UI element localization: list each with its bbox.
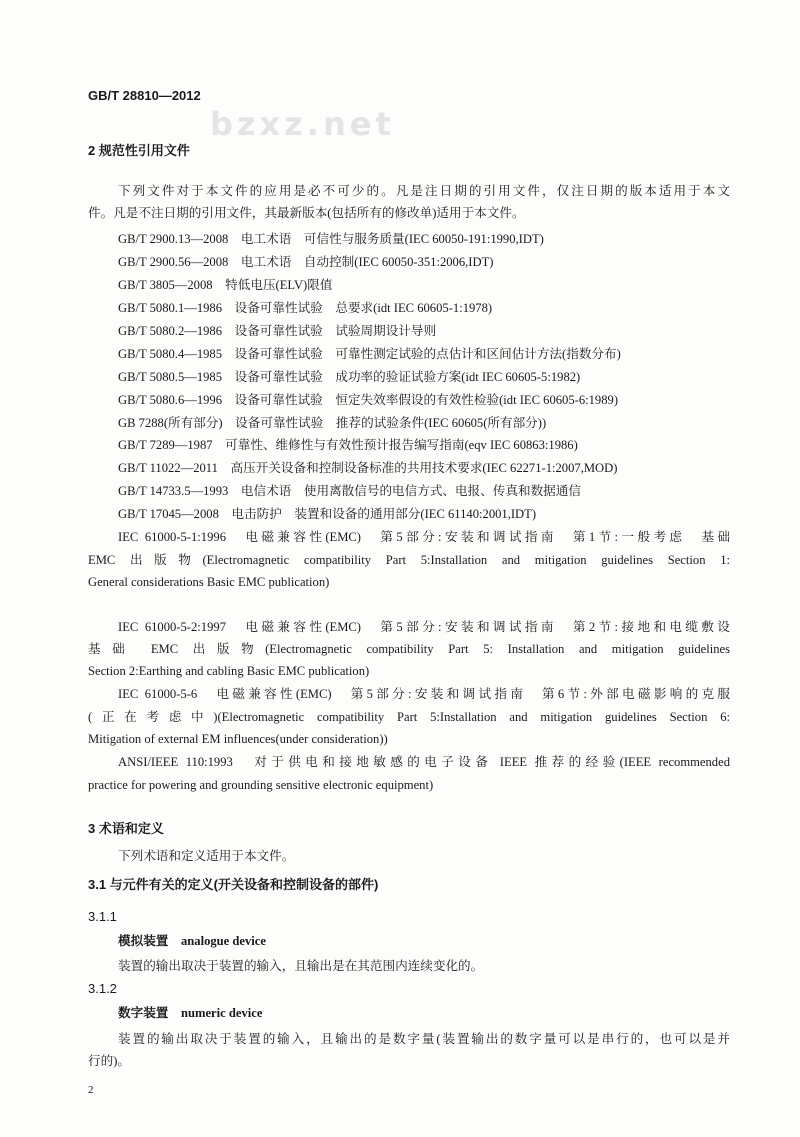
- term-number: 3.1.1: [88, 909, 117, 924]
- reference-item-line: IEC 61000-5-2:1997 电磁兼容性(EMC) 第5部分:安装和调试指南 第2节:接地和电缆敷设: [118, 620, 730, 634]
- reference-item-line: Section 2:Earthing and cabling Basic EMC publication): [88, 664, 370, 678]
- reference-item-line: ANSI/IEEE 110:1993 对于供电和接地敏感的电子设备 IEEE 推荐的经验(IEEE recommended: [118, 755, 730, 769]
- reference-item: GB/T 5080.6—1996 设备可靠性试验 恒定失效率假设的有效性检验(idt IEC 60605-6:1989): [118, 393, 619, 407]
- term-definition: 装置的输出取决于装置的输入，且输出是在其范围内连续变化的。: [118, 959, 484, 973]
- watermark: bzxz.net: [210, 105, 395, 143]
- reference-item: GB/T 5080.5—1985 设备可靠性试验 成功率的验证试验方案(idt IEC 60605-5:1982): [118, 370, 581, 384]
- reference-item: GB/T 5080.2—1986 设备可靠性试验 试验周期设计导则: [118, 324, 437, 338]
- reference-item-line: EMC 出版物(Electromagnetic compatibility Part 5:Installation and mitigation guidelines Section 1:: [88, 553, 730, 567]
- reference-item: GB/T 2900.13—2008 电工术语 可信性与服务质量(IEC 60050-191:1990,IDT): [118, 232, 544, 246]
- term-definition: 装置的输出取决于装置的输入，且输出的是数字量(装置输出的数字量可以是串行的，也可以是并: [118, 1032, 730, 1046]
- section-3-heading: 3 术语和定义: [88, 821, 164, 836]
- reference-item-line: (正在考虑中)(Electromagnetic compatibility Part 5:Installation and mitigation guidelines Section 6:: [88, 710, 730, 724]
- reference-item: GB/T 17045—2008 电击防护 装置和设备的通用部分(IEC 61140:2001,IDT): [118, 507, 537, 521]
- page-number: 2: [88, 1084, 94, 1096]
- reference-item: GB/T 5080.4—1985 设备可靠性试验 可靠性测定试验的点估计和区间估计方法(指数分布): [118, 347, 621, 361]
- subsection-3-1-heading: 3.1 与元件有关的定义(开关设备和控制设备的部件): [88, 877, 379, 892]
- reference-item: GB/T 2900.56—2008 电工术语 自动控制(IEC 60050-351:2006,IDT): [118, 255, 494, 269]
- term-number: 3.1.2: [88, 981, 117, 996]
- reference-item: GB/T 11022—2011 高压开关设备和控制设备标准的共用技术要求(IEC 62271-1:2007,MOD): [118, 461, 618, 475]
- document-header: GB/T 28810—2012: [88, 88, 201, 103]
- section-2-intro-line: 件。凡是不注日期的引用文件，其最新版本(包括所有的修改单)适用于本文件。: [88, 206, 525, 220]
- section-2-intro-line: 下列文件对于本文件的应用是必不可少的。凡是注日期的引用文件，仅注日期的版本适用于本文: [118, 184, 730, 198]
- section-2-heading: 2 规范性引用文件: [88, 143, 190, 158]
- reference-item-line: IEC 61000-5-6 电磁兼容性(EMC) 第5部分:安装和调试指南 第6节:外部电磁影响的克服: [118, 687, 730, 701]
- reference-item-line: IEC 61000-5-1:1996 电磁兼容性(EMC) 第5部分:安装和调试指南 第1节:一般考虑 基础: [118, 530, 730, 544]
- reference-item-line: practice for powering and grounding sensitive electronic equipment): [88, 778, 434, 792]
- reference-item: GB/T 5080.1—1986 设备可靠性试验 总要求(idt IEC 60605-1:1978): [118, 301, 493, 315]
- reference-item-line: Mitigation of external EM influences(under consideration)): [88, 732, 388, 746]
- reference-item-line: General considerations Basic EMC publication): [88, 575, 330, 589]
- term-title: 模拟装置 analogue device: [118, 934, 266, 948]
- reference-item-line: 基础 EMC 出版物(Electromagnetic compatibility Part 5: Installation and mitigation guidelines: [88, 642, 730, 656]
- section-3-intro: 下列术语和定义适用于本文件。: [118, 849, 295, 863]
- reference-item: GB 7288(所有部分) 设备可靠性试验 推荐的试验条件(IEC 60605(所有部分)): [118, 416, 547, 430]
- reference-item: GB/T 14733.5—1993 电信术语 使用离散信号的电信方式、电报、传真和数据通信: [118, 484, 581, 498]
- term-definition: 行的)。: [88, 1054, 130, 1068]
- term-title: 数字装置 numeric device: [118, 1006, 263, 1020]
- reference-item: GB/T 3805—2008 特低电压(ELV)限值: [118, 278, 333, 292]
- reference-item: GB/T 7289—1987 可靠性、维修性与有效性预计报告编写指南(eqv IEC 60863:1986): [118, 438, 578, 452]
